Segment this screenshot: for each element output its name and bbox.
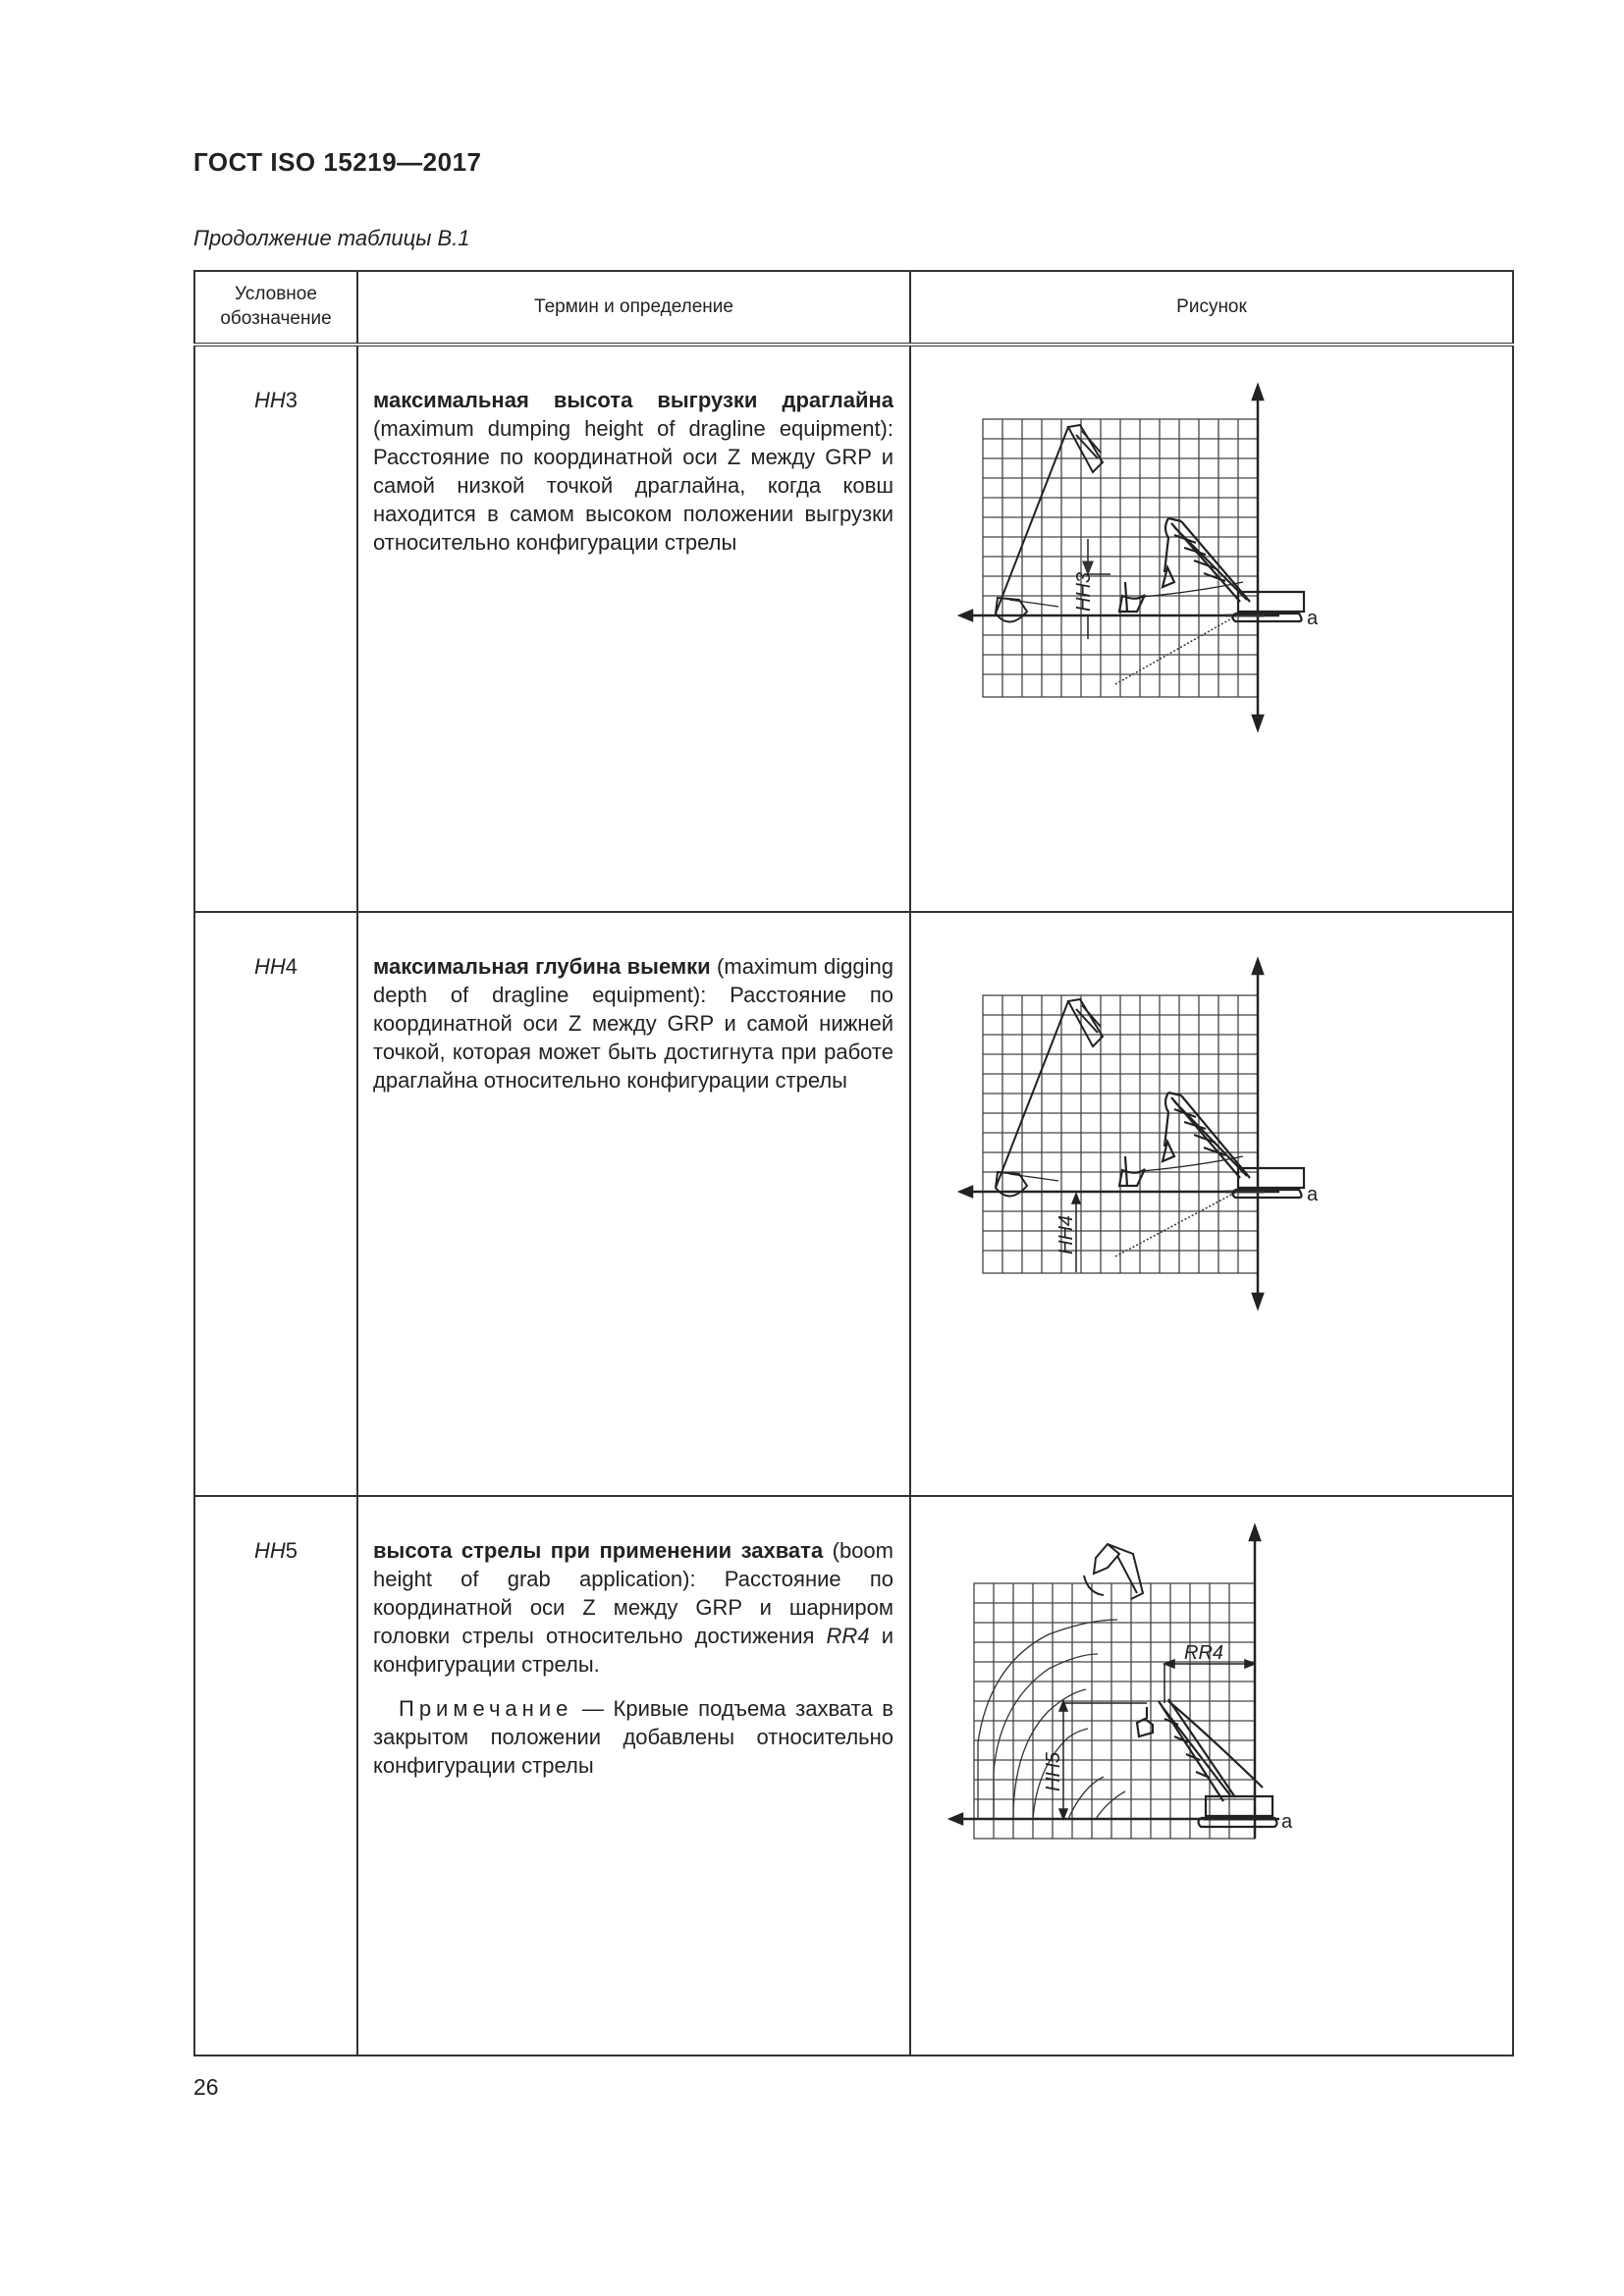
dragline-machine: [1119, 518, 1304, 621]
symbol-number: 3: [285, 388, 298, 412]
figure-label: HH3: [1073, 571, 1095, 612]
grab-crane-figure: [911, 1497, 1514, 2056]
axis-label-a: a: [1307, 1184, 1319, 1205]
grid: [983, 419, 1258, 697]
grid: [983, 995, 1258, 1273]
note-text: — Кривые подъема захвата в закрытом положении добавлены относительно конфигурации стрелы: [373, 1696, 893, 1778]
symbol-prefix: HH: [253, 954, 286, 979]
figure-cell: [910, 1496, 1513, 2056]
figure-cell: [910, 345, 1513, 912]
document-header: ГОСТ ISO 15219—2017: [193, 147, 482, 177]
spec-table: [193, 270, 1514, 2056]
term-title: максимальная высота выгрузки драглайна: [373, 388, 893, 412]
col-header-term: Термин и определение: [357, 271, 910, 345]
definition-cell: [357, 912, 910, 1496]
symbol-cell: [194, 345, 357, 912]
dragline-figure: [911, 913, 1514, 1497]
table-header-row: [194, 271, 1513, 345]
term-definition-1: (boom height of grab application): Расстояние по координатной оси Z между GRP и шарниром головки стрелы относительно достижения: [373, 1538, 893, 1648]
term-definition: (maximum digging depth of dragline equipment): Расстояние по координатной оси Z между GRP и самой нижней точкой, которая может быть достигнута при работе драглайна относительно конфигурации стрелы: [373, 954, 893, 1093]
figure-label: HH4: [1056, 1214, 1077, 1255]
symbol-prefix: HH: [253, 388, 286, 412]
grid: [974, 1583, 1255, 1839]
boom-far: [996, 999, 1103, 1197]
figure-cell: [910, 912, 1513, 1496]
symbol-number: 4: [285, 954, 298, 979]
note-label: Примечание: [399, 1696, 573, 1721]
dragline-figure: [911, 347, 1514, 914]
table-caption: Продолжение таблицы В.1: [193, 226, 470, 250]
col-header-figure: Рисунок: [910, 271, 1513, 345]
term-reference: RR4: [826, 1624, 870, 1648]
term-definition: (maximum dumping height of dragline equipment): Расстояние по координатной оси Z между GRP и самой низкой точкой драглайна, когда ковш находится в самом высоком положении выгрузки относительно конфигурации стрелы: [373, 416, 893, 555]
definition-cell: [357, 345, 910, 912]
table-row: [194, 1496, 1513, 2056]
term-title: максимальная глубина выемки: [373, 954, 711, 979]
term-definition-2: и конфигурации стрелы.: [373, 1624, 894, 1677]
table-row: [194, 912, 1513, 1496]
symbol-cell: [194, 1496, 357, 2056]
term-title: высота стрелы при применении захвата: [373, 1538, 824, 1563]
symbol-prefix: HH: [253, 1538, 286, 1563]
axes: [950, 1526, 1279, 1839]
definition-cell: [357, 1496, 910, 2056]
axis-label-a: a: [1307, 608, 1319, 629]
ground-slope: [1115, 1192, 1265, 1256]
symbol-number: 5: [285, 1538, 298, 1563]
table-row: [194, 345, 1513, 912]
figure-label: HH5: [1043, 1751, 1064, 1791]
axis-label-a: a: [1281, 1811, 1293, 1833]
grab-top: [1084, 1544, 1143, 1599]
figure-label-rr4: RR4: [1184, 1642, 1224, 1664]
col-header-symbol: Условное обозначение: [194, 271, 357, 345]
page-number: 26: [193, 2074, 219, 2100]
symbol-cell: [194, 912, 357, 1496]
dragline-machine: [1119, 1093, 1304, 1198]
